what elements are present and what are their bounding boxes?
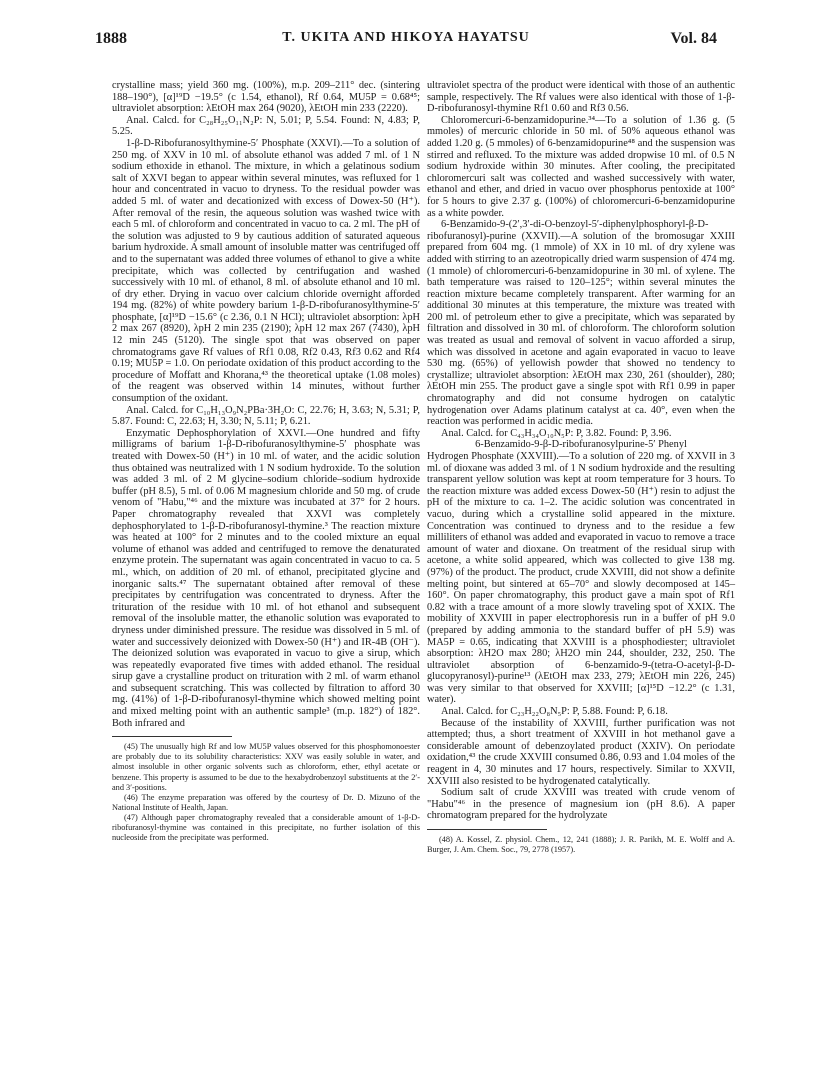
analysis-xxvi: Anal. Calcd. for C₁₀H₁₃O₉N₂PBa·3H₂O: C, 22.76; H, 3.63; N, 5.31; P, 5.87. Found: C, 22.63; H, 3.30; N, 5.11; P, 6.21. bbox=[112, 404, 420, 428]
paragraph-instability: Because of the instability of XXVIII, further purification was not attempted; thus, a short treatment of XXVIII in hot methanol gave a considerable amount of debenzoylated product (XXIV). On periodate oxidation,⁴³ the crude XXVIII consumed 0.86, 0.93 and 1.04 moles of the reagent in 4, 30 minutes and 17 hours, respectively. Similar to XXVII, XXVIII also resisted to be hydrogenated catalytically. bbox=[427, 717, 735, 787]
page-number: 1888 bbox=[95, 30, 127, 47]
volume-label: Vol. 84 bbox=[670, 30, 717, 47]
section-enzymatic: Enzymatic Dephosphorylation of XXVI.—One hundred and fifty milligrams of barium 1-β-D-ribofuranosylthymine-5′ phosphate was treated with Dowex-50 (H⁺) in 10 ml. of water, and the acidic solution thus obtained was neutralized with 1 N sodium hydroxide. To the solution was added 3 ml. of 2 M glycine–sodium chloride–sodium hydroxide buffer (pH 8.5), 5 ml. of 0.06 M magnesium chloride and 50 mg. of crude venom of "Habu,"⁴⁶ and the mixture was incubated at 37° for 2 hours. Paper chromatography revealed that XXVI was completely dephosphorylated to 1-β-D-ribofuranosyl-thymine.³ The reaction mixture was heated at 100° for 2 minutes and to the cooled mixture an equal volume of ethanol was added and centrifuged to remove the denaturated enzyme protein. The supernatant was again concentrated in vacuo to ca. 5 ml., which, on addition of 20 ml. of ethanol, precipitated glycine and inorganic salts.⁴⁷ The supernatant obtained after removal of these precipitates by centrifugation was concentrated to dryness. After the trituration of the residue with 10 ml. of hot ethanol and subsequent removal of the insoluble matter, the ethanolic solution was evaporated to dryness under diminished pressure. The residue was dissolved in 5 ml. of water and successively deionized with Dowex-50 (H⁺) and IR-4B (OH⁻). The deionized solution was evaporated in vacuo to give a sirup, which was repeatedly evaporated five times with added ethanol. The residual sirup gave a crystalline product on trituration with 2 ml. of warm ethanol and subsequent scratching. This was collected by filtration to afford 30 mg. (41%) of 1-β-D-ribofuranosyl-thymine which showed melting point and mixed melting point with an authentic sample³ (m.p. 182°) of 182°. Both infrared and bbox=[112, 427, 420, 729]
paragraph-continuation: crystalline mass; yield 360 mg. (100%), m.p. 209–211° dec. (sintering 188–190°), [α]¹⁹D −19.5° (c 1.54, ethanol), Rf 0.64, MU5P = 0.68⁴⁵; ultraviolet absorption: λEtOH max 264 (9020), λEtOH min 233 (2220). bbox=[112, 80, 420, 115]
analysis-xxvii: Anal. Calcd. for C₄₃H₃₄O₁₀N₅P: P, 3.82. Found: P, 3.96. bbox=[441, 427, 672, 439]
footnote-divider-right bbox=[427, 829, 547, 830]
right-column bbox=[427, 80, 735, 855]
paragraph-continuation-right: ultraviolet spectra of the product were identical with those of an authentic sample, respectively. The Rf values were also identical with those of 1-β-D-ribofuranosyl-thymine Rf1 0.60 and Rf3 0.56. bbox=[427, 80, 735, 115]
footnote-45: (45) The unusually high Rf and low MU5P values observed for this phosphomonoester are probably due to its solubility characteristics: XXV was easily soluble in water, and almost insoluble in other organic solvents such as chloroform, ether, ethyl acetate or benzene. This property is assumed to be due to the hexabydrobenzoyl substituents at the 2′- and 3′-positions. bbox=[112, 742, 420, 792]
footnote-48: (48) A. Kossel, Z. physiol. Chem., 12, 241 (1888); J. R. Parikh, M. E. Wolff and A. Burger, J. Am. Chem. Soc., 79, 2778 (1957). bbox=[427, 835, 735, 855]
footnote-47: (47) Although paper chromatography revealed that a considerable amount of 1-β-D-ribofuranosyl-thymine was contained in this precipitate, no further isolation of this nucleoside from the precipitate was performed. bbox=[112, 812, 420, 843]
analysis-xxv: Anal. Calcd. for C₂₈H₂₅O₁₁N₂P: N, 5.01; P, 5.54. Found: N, 4.83; P, 5.25. bbox=[112, 114, 420, 138]
footnote-46: (46) The enzyme preparation was offered by the courtesy of Dr. D. Mizuno of the National Institute of Health, Japan. bbox=[112, 792, 420, 812]
section-xxvii: 6-Benzamido-9-(2′,3′-di-O-benzoyl-5′-diphenylphosphoryl-β-D-ribofuranosyl)-purine (XXVII).—A solution of the bromosugar XXIII prepared from 604 mg. (1 mmole) of XX in 10 ml. of dry xylene was added with stirring to an azeotropically dried warm suspension of 474 mg. (1 mmole) of chloromercuri-6-benzamidopurine in 30 ml. of xylene. The bath temperature was raised to 120–125°; within several minutes the reaction mixture became completely transparent. After warming for an additional 30 minutes at this temperature, the mixture was treated with 200 ml. of petroleum ether to give a precipitate, which was separated by filtration and dissolved in 30 ml. of chloroform. The chloroform solution was treated as usual and removal of solvent in vacuo afforded a sirup, which was dissolved in acetone and again evaporated in vacuo to leave 530 mg. (65%) of yellowish powder that showed no tendency to crystallize; ultraviolet absorption: λEtOH max 230, 261 (shoulder), 280; λEtOH min 255. The product gave a single spot with Rf1 0.99 in paper chromatography and did not consume hydrogen on catalytic hydrogenation over Adams platinum catalyst at ca. 40°, even when the reaction was performed in acidic media. bbox=[427, 219, 735, 428]
section-xxvi: 1-β-D-Ribofuranosylthymine-5′ Phosphate (XXVI).—To a solution of 250 mg. of XXV in 10 ml. of absolute ethanol was added 7 ml. of 1 N sodium ethoxide in ethanol. The mixture, in which a gelatinous sodium salt of XXVI began to appear within several minutes, was refluxed for 1 hour and concentrated in vacuo to dryness. To the residual powder was added 5 ml. of water and decationized with excess of Dowex-50 (H⁺). After removal of the resin, the aqueous solution was washed twice with each 5 ml. of chloroform and concentrated in vacuo to ca. 2 ml. The pH of the solution was adjusted to 9 by cautious addition of saturated aqueous barium hydroxide. A small amount of insoluble matter was centrifuged off and to the supernatant was added three volumes of ethanol to give a white precipitate, which was collected by centrifugation and washed successively with 10 ml. of ethanol, 8 ml. of absolute ethanol and 10 ml. of dry ether. Drying in vacuo over calcium chloride overnight afforded 194 mg. (82%) of white powdery barium 1-β-D-ribofuranosylthymine-5′ phosphate, [α]¹⁹D −15.6° (c 2.36, 0.1 N HCl); ultraviolet absorption: λpH 2 max 267 (8920), λpH 2 min 235 (2190); λpH 12 max 267 (7430), λpH 12 min 245 (5120). The single spot that was observed on paper chromatograms gave Rf values of Rf1 0.08, Rf2 0.43, Rf3 0.62 and Rf4 0.19; MU5P = 1.0. On periodate oxidation of this product according to the procedure of Moffatt and Khorana,⁴³ the theoretical uptake (1.08 moles) of the reagent was observed within 14 minutes, without further consumption of the oxidant. bbox=[112, 137, 420, 405]
footnote-divider bbox=[112, 736, 232, 737]
footnotes-right bbox=[427, 835, 735, 855]
page-header bbox=[95, 30, 717, 56]
footnotes-left bbox=[112, 742, 420, 843]
paragraph-sodium-salt: Sodium salt of crude XXVIII was treated with crude venom of "Habu"⁴⁶ in the presence of magnesium ion (pH 8.6). A paper chromatogram prepared for the hydrolyzate bbox=[427, 787, 735, 822]
left-column bbox=[112, 80, 420, 843]
section-chloromercuri: Chloromercuri-6-benzamidopurine.³⁴—To a solution of 1.36 g. (5 mmoles) of mercuric chloride in 50 ml. of 50% aqueous ethanol was added 1.20 g. (5 mmoles) of 6-benzamidopurine⁴⁸ and the suspension was stirred and refluxed. To the mixture was added dropwise 10 ml. of 0.5 N sodium hydroxide within 30 minutes. After cooling, the precipitated chloromercuri salt was collected and washed successively with water, ethanol and ether, and dried in vacuo over phosphorus pentoxide at 100° for 5 hours to give 2.37 g. (100%) of chloromercuri-6-benzamidopurine as a white powder. bbox=[427, 114, 735, 219]
running-authors: T. UKITA AND HIKOYA HAYATSU bbox=[282, 30, 530, 45]
analysis-xxviii: Anal. Calcd. for C₂₃H₂₂O₈N₅P: P, 5.88. Found: P, 6.18. bbox=[441, 706, 668, 718]
section-xxviii-title: 6-Benzamido-9-β-D-ribofuranosylpurine-5′ Phenyl bbox=[475, 439, 687, 451]
section-xxviii: Hydrogen Phosphate (XXVIII).—To a solution of 220 mg. of XXVII in 3 ml. of dioxane was added 3 ml. of 1 N sodium hydroxide and the resulting transparent yellow solution was kept at room temperature for 3 hours. To the reaction mixture was added excess Dowex-50 (H⁺) resin to adjust the pH of the mixture to ca. 1–2. The acidic solution was concentrated in vacuo, during which a crystalline solid appeared in the mixture. Concentration was continued to dryness and to the residue a few milliliters of ethanol was added and evaporated in vacuo to remove a trace amount of water and dioxane. On treatment of the residual sirup with acetone, a white solid appeared, which was collected to give 138 mg. (97%) of the product. The product, crude XXVIII, did not show a definite melting point, but sintered at 65–70° and slowly decomposed at 145–160°. On paper chromatography, this product gave a main spot of Rf1 0.82 with a trace amount of a more slowly traveling spot of XXIX. The mobility of XXVIII in paper electrophoresis run in a buffer of pH 9.0 (prepared by adding ammonia to the standard buffer of pH 5.9) was MA5P = 0.65, indicating that XXVIII is a phosphodiester; ultraviolet absorption: λH2O max 280; λH2O min 244, shoulder, 232, 250. The ultraviolet absorption of 6-benzamido-9-(tetra-O-acetyl-β-D-glucopyranosyl)-purine¹³ (λEtOH max 233, 279; λEtOH min 226, 245) was very similar to that observed for XXVIII; [α]¹⁵D −12.2° (c 1.31, water). bbox=[427, 451, 735, 706]
